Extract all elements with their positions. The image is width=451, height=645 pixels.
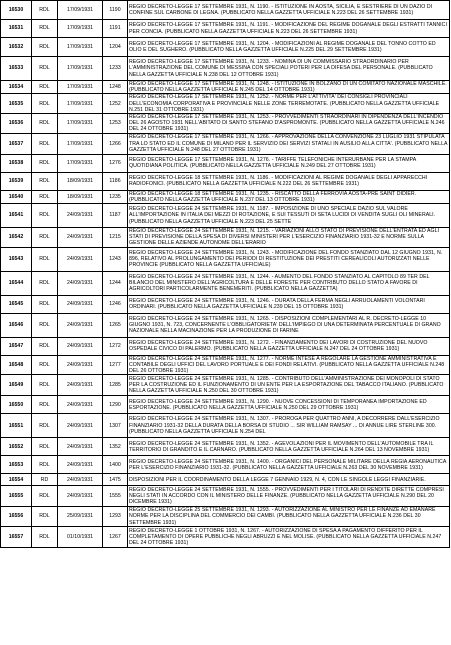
table-row: [1, 474, 450, 486]
decree-description: REGIO DECRETO-LEGGE 17 SETTEMBRE 1931, N. 1190. - ISTITUZIONE IN AOSTA, SICILIA, E SESTRIERE DI UN DAZIO DI CONFINE SUL CARBONE DI LEGNA. (PUBBLICATO NELLA GAZZETTA UFFICIALE N.223 DEL 26 SETTEMBRE 1931): [128, 1, 450, 20]
decree-description: REGIO DECRETO-LEGGE 17 SETTEMBRE 1931, N. 1253. - PROVVEDIMENTI STRAORDINARI IN DIPENDENZA DELL'INCENDIO DEL 26 AGOSTO 1931 NELL'ABITATO DI SANTO STEFANO D'ASPROMONTE. (PUBBLICATO NELLA GAZZETTA UFFICIALE N.246 DEL 24 OTTOBRE 1931): [128, 114, 450, 134]
table-row: [1, 337, 450, 355]
decree-type: RDL: [32, 396, 58, 414]
decree-description: REGIO DECRETO-LEGGE 24 SETTEMBRE 1931, N. 1215. - VARIAZIONI ALLO STATO DI PREVISIONE DELL'ENTRATA ED AGLI STATI DI PREVISIONE DELLA SPESA DI DIVERSI MINISTERI PER L'ESERCIZIO FINANZIARIO 1931-32 E NORME SULLA GESTIONE DELLE AZIENDE AUTONOME DELL'ERARIO: [128, 228, 450, 248]
decree-description: REGIO DECRETO-LEGGE 17 SETTEMBRE 1931, N. 1191. - MODIFICAZIONE DEL REGIME DOGANALE DEGLI ESTRATTI TANNICI PER CONCIA. (PUBBLICATO NELLA GAZZETTA UFFICIALE N.223 DEL 26 SETTEMBRE 1931): [128, 20, 450, 38]
row-number: 16538: [1, 154, 32, 172]
table-row: [1, 57, 450, 81]
decree-type: RDL: [32, 456, 58, 474]
decree-code: 1187: [103, 204, 128, 228]
row-number: 16549: [1, 375, 32, 396]
decree-date: 24/09/1931: [58, 313, 103, 337]
decree-code: 1400: [103, 456, 128, 474]
decree-date: 17/09/1931: [58, 57, 103, 81]
table-row: [1, 313, 450, 337]
decree-type: RDL: [32, 57, 58, 81]
table-row: [1, 271, 450, 295]
decree-code: 1277: [103, 355, 128, 375]
decree-code: 1186: [103, 172, 128, 190]
row-number: 16547: [1, 337, 32, 355]
row-number: 16530: [1, 1, 32, 20]
decree-description: REGIO DECRETO-LEGGE 17 SETTEMBRE 1931, N. 1204. - MODIFICAZIONI AL REGIME DOGANALE DEL TONNO COTTO ED OLIO E DEL SUGHERO. (PUBBLICATO NELLA GAZZETTA UFFICIALE N.225 DEL 29 SETTEMBRE 1931): [128, 38, 450, 57]
decree-description: REGIO DECRETO-LEGGE 24 SETTEMBRE 1931, N. 1285. - CONTRIBUTO DELL'AMMINISTRAZIONE DEI MONOPOLI DI STATO PER LA COSTRUZIONE ED IL FUNZIONAMENTO DI UN ENTE PER LA ESPORTAZIONE DEL TABACCO ITALIANO. (PUBBLICATO NELLA GAZZETTA UFFICIALE N.250 DEL 30 OTTOBRE 1931): [128, 375, 450, 396]
decree-type: RDL: [32, 526, 58, 547]
decree-code: 1555: [103, 486, 128, 507]
decree-date: 17/09/1931: [58, 38, 103, 57]
table-row: [1, 507, 450, 527]
decree-code: 1248: [103, 81, 128, 94]
row-number: 16532: [1, 38, 32, 57]
decree-code: 1215: [103, 228, 128, 248]
decree-description: REGIO DECRETO-LEGGE 18 SETTEMBRE 1931, N. 1235. - RISCATTO DELLA FERROVIA AOSTA-PRE SAINT DIDIER. (PUBBLICATO NELLA GAZZETTA UFFICIALE N.237 DEL 13 OTTOBRE 1931): [128, 190, 450, 203]
row-number: 16546: [1, 313, 32, 337]
decree-description: REGIO DECRETO-LEGGE 24 SETTEMBRE 1931, N. 1243. - MODIFICAZIONE DEL FONDO STANZIATO DAL 12 GIUGNO 1931, N. 896, RELATIVO AL PROLUNGAMENTO DEI PERIODI DI RESTITUZIONE DEI PRESTITI CEREALICOLI AUTORIZZATI NELLE PROVINCIE (PUBBLICATO NELLA GAZZETTA UFFICIALE): [128, 247, 450, 271]
row-number: 16557: [1, 526, 32, 547]
decree-description: REGIO DECRETO-LEGGE 24 SETTEMBRE 1931, N. 1272. - FINANZIAMENTO DEI LAVORI DI COSTRUZIONE DEL NUOVO OSPEDALE CIVICO DI PALERMO. (PUBBLICATO NELLA GAZZETTA UFFICIALE N.247 DEL 24 OTTOBRE 1931): [128, 337, 450, 355]
row-number: 16536: [1, 114, 32, 134]
table-row: [1, 94, 450, 114]
decree-type: RDL: [32, 204, 58, 228]
decree-code: 1253: [103, 114, 128, 134]
row-number: 16555: [1, 486, 32, 507]
decree-type: RDL: [32, 154, 58, 172]
row-number: 16535: [1, 94, 32, 114]
decree-code: 1191: [103, 20, 128, 38]
decree-date: 17/09/1931: [58, 94, 103, 114]
decree-type: RD: [32, 474, 58, 486]
decree-code: 1190: [103, 1, 128, 20]
decree-description: REGIO DECRETO-LEGGE 24 SETTEMBRE 1931, N. 1307. - PROROGA PER QUATTRO ANNI, A DECORRERE DALL'ESERCIZIO FINANZIARIO 1931-32 DELLA DURATA DELLA BORSA DI STUDIO ... SIR WILLIAM RAMSAY ... DI ANNUE LIRE STERLINE 300. (PUBBLICATO NELLA GAZZETTA UFFICIALE N.254 DEL: [128, 414, 450, 438]
decree-code: 1352: [103, 438, 128, 456]
table-row: [1, 295, 450, 313]
decree-date: 18/09/1931: [58, 190, 103, 203]
row-number: 16543: [1, 247, 32, 271]
decree-code: 1265: [103, 313, 128, 337]
decree-type: RDL: [32, 337, 58, 355]
table-row: [1, 81, 450, 94]
decree-date: 24/09/1931: [58, 474, 103, 486]
decree-description: REGIO DECRETO-LEGGE 17 SETTEMBRE 1931, N. 1252. - NORME PER L'ATTIVITA' DEI CONSIGLI PROVINCIALI DELL'ECONOMIA CORPORATIVA E PROVINCIALE NELLE ZONE TERREMOTATE. (PUBBLICATO NELLA GAZZETTA UFFICIALE N.251 DEL 31 OTTOBRE 1931): [128, 94, 450, 114]
decree-code: 1252: [103, 94, 128, 114]
decree-date: 17/09/1931: [58, 114, 103, 134]
decree-date: 25/09/1931: [58, 507, 103, 527]
table-row: [1, 247, 450, 271]
decree-description: REGIO DECRETO-LEGGE 17 SETTEMBRE 1931, N. 1276. - TARIFFE TELEFONICHE INTERURBANE PER LA STAMPA QUOTIDIANA POLITICA. (PUBBLICATO NELLA GAZZETTA UFFICIALE N.249 DEL 27 OTTOBRE 1931): [128, 154, 450, 172]
table-row: [1, 204, 450, 228]
decree-code: 1475: [103, 474, 128, 486]
decree-code: 1235: [103, 190, 128, 203]
decree-date: 24/09/1931: [58, 295, 103, 313]
decree-description: REGIO DECRETO-LEGGE 24 SETTEMBRE 1931, N. 1400. - ORGANICI DEL PERSONALE MILITARE DELLA REGIA AERONAUTICA PER L'ESERCIZIO FINANZIARIO 1931-32. (PUBBLICATO NELLA GAZZETTA UFFICIALE N.263 DEL 30 NOVEMBRE 1931): [128, 456, 450, 474]
table-row: [1, 172, 450, 190]
decree-type: RDL: [32, 94, 58, 114]
decree-code: 1243: [103, 247, 128, 271]
decree-code: 1285: [103, 375, 128, 396]
table-row: [1, 375, 450, 396]
decree-date: 24/09/1931: [58, 271, 103, 295]
table-row: [1, 190, 450, 203]
decree-type: RDL: [32, 507, 58, 527]
decree-code: 1290: [103, 396, 128, 414]
table-row: [1, 526, 450, 547]
decree-code: 1307: [103, 414, 128, 438]
decree-date: 24/09/1931: [58, 228, 103, 248]
decree-type: RDL: [32, 1, 58, 20]
decree-description: REGIO DECRETO-LEGGE 17 SETTEMBRE 1931, N. 1266. - APPROVAZIONE DELLA CONVENZIONE 23 LUGLIO 1931 STIPULATA TRA LO STATO ED IL COMUNE DI MILANO PER IL SERVIZIO DEI SERVIZI STATALI IN AUSILIO ALLA CITTA'. (PUBBLICATO NELLA GAZZETTA UFFICIALE N.248 DEL 27 OTTOBRE 1931): [129, 134, 448, 153]
decree-type: RDL: [32, 172, 58, 190]
decree-type: RDL: [32, 271, 58, 295]
table-row: [1, 1, 450, 20]
row-number: 16545: [1, 295, 32, 313]
table-row: [1, 228, 450, 248]
decree-date: 24/09/1931: [58, 337, 103, 355]
decree-code: 1293: [103, 507, 128, 527]
row-number: 16548: [1, 355, 32, 375]
row-number: 16554: [1, 474, 32, 486]
row-number: 16533: [1, 57, 32, 81]
decree-code: 1204: [103, 38, 128, 57]
decree-type: RDL: [32, 228, 58, 248]
table-row: [1, 355, 450, 375]
decree-type: RDL: [32, 313, 58, 337]
decree-description: REGIO DECRETO-LEGGE 17 SETTEMBRE 1931, N. 1233. - NOMINA DI UN COMMISSARIO STRAORDINARIO PER L'AMMINISTRAZIONE DEL COMUNE DI MESSINA CON SPECIALI POTERI PER LA DIFESA DEL PERSONALE. (PUBBLICATO NELLA GAZZETTA UFFICIALE N.238 DEL 12 OTTOBRE 1931): [128, 57, 450, 81]
decree-type: RDL: [32, 133, 58, 154]
table-row: [1, 38, 450, 57]
table-row: [1, 133, 450, 154]
decree-description: REGIO DECRETO-LEGGE 25 SETTEMBRE 1931, N. 1293. - AUTORIZZAZIONE AL MINISTRO PER LE FINANZE AD EMANARE NORME PER LA DISCIPLINA DEL COMMERCIO DEI CAMBI. (PUBBLICATO NELLA GAZZETTA UFFICIALE N.236 DEL 30 SETTEMBRE 1931): [128, 507, 450, 527]
decree-type: RDL: [32, 190, 58, 203]
decree-date: 17/09/1931: [58, 1, 103, 20]
row-number: 16540: [1, 190, 32, 203]
table-row: [1, 114, 450, 134]
decree-code: 1244: [103, 271, 128, 295]
row-number: 16531: [1, 20, 32, 38]
decree-code: 1276: [103, 154, 128, 172]
decree-date: 24/09/1931: [58, 396, 103, 414]
decree-date: 24/09/1931: [58, 438, 103, 456]
decree-date: 17/09/1931: [58, 81, 103, 94]
decree-date: 01/10/1931: [58, 526, 103, 547]
decree-date: 24/09/1931: [58, 456, 103, 474]
row-number: 16553: [1, 456, 32, 474]
row-number: 16552: [1, 438, 32, 456]
row-number: 16550: [1, 396, 32, 414]
decree-type: RDL: [32, 38, 58, 57]
decree-type: RDL: [32, 114, 58, 134]
decree-date: 17/09/1931: [58, 133, 103, 154]
decree-type: RDL: [32, 81, 58, 94]
decree-description: REGIO DECRETO-LEGGE 24 SETTEMBRE 1931, N. 1290. - NUOVE CONCESSIONI DI TEMPORANEA IMPORTAZIONE ED ESPORTAZIONE. (PUBBLICATO NELLA GAZZETTA UFFICIALE N.250 DEL 29 OTTOBRE 1931): [128, 396, 450, 414]
row-number: 16541: [1, 204, 32, 228]
decree-description: REGIO DECRETO-LEGGE 1 OTTOBRE 1931, N. 1267. - AUTORIZZAZIONE DI SPESA A PAGAMENTO DIFFERITO PER IL COMPLETAMENTO DI OPERE PUBBLICHE NEGLI ABRUZZI E NEL MOLISE. (PUBBLICATO NELLA GAZZETTA UFFICIALE N.247 DEL 24 OTTOBRE 1931): [128, 526, 450, 547]
decree-type: RDL: [32, 20, 58, 38]
decree-date: 18/09/1931: [58, 172, 103, 190]
decree-code: 1246: [103, 295, 128, 313]
decree-description: REGIO DECRETO-LEGGE 24 SETTEMBRE 1931, N. 1244. - AUMENTO DEL FONDO STANZIATO AL CAPITOLO 89 TER DEL BILANCIO DEL MINISTERO DELL'AGRICOLTURA E DELLE FORESTE PER CONTRIBUTO DELLO STATO A FAVORE DI AGRICOLTORI PARTICOLARMENTE BENEMERITI. (PUBBLICATO NELLA GAZZETTA): [128, 271, 450, 295]
decree-code: 1233: [103, 57, 128, 81]
table-row: [1, 154, 450, 172]
decree-description: REGIO DECRETO-LEGGE 24 SETTEMBRE 1931, N. 1555. - PROVVEDIMENTI PER I TITOLARI DI RENDITE DIRETTE COMPRESI NEGLI STATI IN ACCORDO CON IL MINISTERO DELLE FINANZE. (PUBBLICATO NELLA GAZZETTA UFFICIALE N.290 DEL 20 DICEMBRE 1931): [128, 486, 450, 507]
table-row: [1, 438, 450, 456]
table-row: [1, 20, 450, 38]
table-row: [1, 486, 450, 507]
decree-type: RDL: [32, 486, 58, 507]
row-number: 16534: [1, 81, 32, 94]
decree-date: 24/09/1931: [58, 247, 103, 271]
decree-type: RDL: [32, 295, 58, 313]
decree-description: REGIO DECRETO-LEGGE 24 SETTEMBRE 1931, N. 1352. - AGEVOLAZIONI PER IL MOVIMENTO DELL'AUTOMOBILE TRA IL TERRITORIO DI GRANDITO E IL CARNARO. (PUBBLICATO NELLA GAZZETTA UFFICIALE N.264 DEL 13 NOVEMBRE 1931): [128, 438, 450, 456]
decree-code: 1267: [103, 526, 128, 547]
decree-type: RDL: [32, 438, 58, 456]
decree-type: RDL: [32, 375, 58, 396]
decree-type: RDL: [32, 414, 58, 438]
row-number: 16544: [1, 271, 32, 295]
decree-description: REGIO DECRETO-LEGGE 24 SETTEMBRE 1931, N. 1246. - DURATA DELLA FERMA NEGLI ARRUOLAMENTI VOLONTARI ORDINARI. (PUBBLICATO NELLA GAZZETTA UFFICIALE N.239 DEL 15 OTTOBRE 1931): [128, 295, 450, 313]
decree-date: 17/09/1931: [58, 154, 103, 172]
decree-description: REGIO DECRETO-LEGGE 24 SETTEMBRE 1931, N. 1277. - NORME INTESE A REGOLARE LA GESTIONE AMMINISTRATIVA E CONTABILE DEGLI UFFICI DEL LAVORO PORTUALE E DEI FONDI RELATIVI. (PUBBLICATO NELLA GAZZETTA UFFICIALE N.248 DEL 26 OTTOBRE 1931): [128, 355, 450, 375]
row-number: 16556: [1, 507, 32, 527]
decree-description: REGIO DECRETO-LEGGE 24 SETTEMBRE 1931, N. 1265. - DISPOSIZIONI COMPLEMENTARI AL R. DECRETO-LEGGE 10 GIUGNO 1931, N. 723, CONCERNENTE L'OBBLIGATORIETA' DELL'IMPIEGO DI UNA DETERMINATA PERCENTUALE DI GRANO NAZIONALE NELLA MACINAZIONE PER LA PRODUZIONE DI FARINE: [128, 313, 450, 337]
decree-description: REGIO DECRETO-LEGGE 17 SETTEMBRE 1931, N. 1248. - ISTITUZIONE IN BOLZANO DI UN COMITATO NAZIONALE MASCHILE. (PUBBLICATO NELLA GAZZETTA UFFICIALE N.245 DEL 14 OTTOBRE 1931): [128, 81, 450, 94]
decree-date: 24/09/1931: [58, 355, 103, 375]
row-number: 16537: [1, 133, 32, 154]
table-row: [1, 396, 450, 414]
decree-date: 24/09/1931: [58, 486, 103, 507]
table-row: [1, 414, 450, 438]
decree-code: 1272: [103, 337, 128, 355]
decree-type: RDL: [32, 355, 58, 375]
decree-date: 24/09/1931: [58, 414, 103, 438]
decree-description: REGIO DECRETO-LEGGE 24 SETTEMBRE 1931, N. 1187. - IMPOSIZIONE DI UNO SPECIALE DAZIO SUL VALORE ALL'IMPORTAZIONE IN ITALIA DEI MEZZI DI ROTAZIONE, E SUI TESSUTI DI SETA LUCIDI DI VENDITA SUGLI OLI MINERALI. (PUBBLICATO NELLA GAZZETTA UFFICIALE N.223 DEL 25 SETTE: [128, 204, 450, 228]
row-number: 16539: [1, 172, 32, 190]
decree-date: 24/09/1931: [58, 204, 103, 228]
decree-date: 24/09/1931: [58, 375, 103, 396]
row-number: 16542: [1, 228, 32, 248]
row-number: 16551: [1, 414, 32, 438]
decree-code: 1266: [103, 133, 128, 154]
decree-description: REGIO DECRETO-LEGGE 18 SETTEMBRE 1931, N. 1186. - MODIFICAZIONI AL REGIME DOGANALE DEGLI APPARECCHI RADIOFONICI. (PUBBLICATO NELLA GAZZETTA UFFICIALE N.222 DEL 26 SETTEMBRE 1931): [128, 172, 450, 190]
decree-description: DISPOSIZIONI PER IL COORDINAMENTO DELLA LEGGE 7 GENNAIO 1929, N. 4, CON LE SINGOLE LEGGI FINANZIARIE.: [128, 474, 450, 486]
table-row: [1, 456, 450, 474]
decree-type: RDL: [32, 247, 58, 271]
decree-date: 17/09/1931: [58, 20, 103, 38]
